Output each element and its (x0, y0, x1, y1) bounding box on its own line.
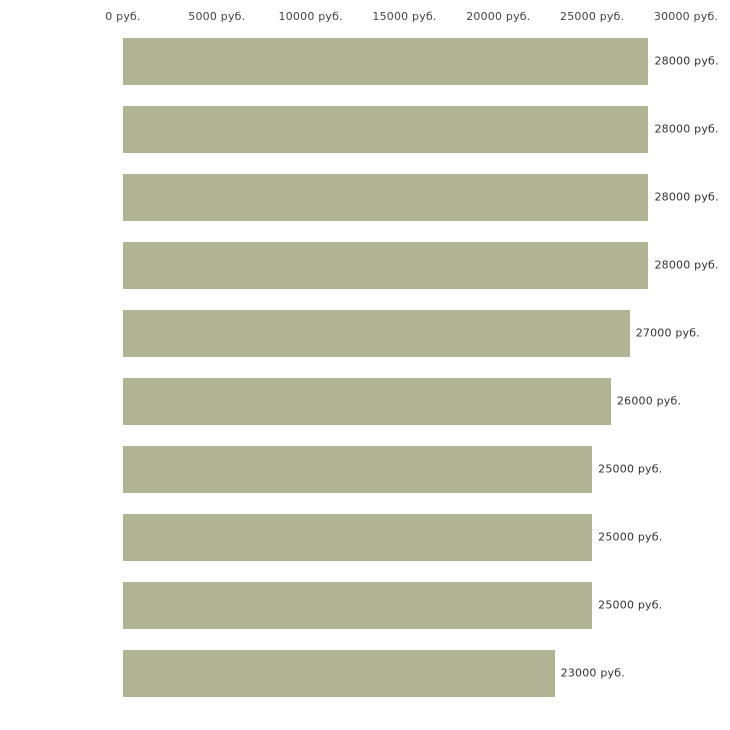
bar-value-label: 25000 руб. (598, 462, 663, 476)
chart-bar-row (0, 435, 730, 503)
chart-bar-row (0, 639, 730, 707)
bar[interactable] (123, 650, 555, 697)
bar-value-label: 25000 руб. (598, 598, 663, 612)
bar-container (123, 95, 719, 163)
x-tick-label: 25000 руб. (560, 10, 625, 23)
bar-container (123, 231, 719, 299)
chart-bar-row (0, 367, 730, 435)
bar[interactable] (123, 106, 648, 153)
bar-value-label: 25000 руб. (598, 530, 663, 544)
bar-container (123, 367, 686, 435)
bar-value-label: 28000 руб. (654, 190, 719, 204)
bar-container (123, 27, 719, 95)
bar-value-label: 27000 руб. (635, 326, 700, 340)
bar-container (123, 435, 686, 503)
x-tick-label: 0 руб. (105, 10, 141, 23)
chart-bar-row (0, 163, 730, 231)
bar-container (123, 299, 700, 367)
chart-bar-row (0, 571, 730, 639)
x-tick-label: 15000 руб. (372, 10, 437, 23)
x-tick-label: 5000 руб. (188, 10, 246, 23)
bar[interactable] (123, 514, 592, 561)
bar[interactable] (123, 242, 648, 289)
chart-bar-row (0, 503, 730, 571)
bar-value-label: 28000 руб. (654, 54, 719, 68)
bar[interactable] (123, 38, 648, 85)
bar[interactable] (123, 174, 648, 221)
bar-value-label: 26000 руб. (616, 394, 682, 408)
bar[interactable] (123, 378, 611, 425)
chart-bar-row (0, 231, 730, 299)
x-tick-label: 10000 руб. (278, 10, 343, 23)
bar[interactable] (123, 582, 592, 629)
bar-container (123, 163, 719, 231)
bar[interactable] (123, 446, 592, 493)
x-tick-label: 30000 руб. (653, 10, 719, 23)
chart-bar-row (0, 95, 730, 163)
bar[interactable] (123, 310, 630, 357)
bar-value-label: 28000 руб. (654, 122, 719, 136)
bar-container (123, 639, 686, 707)
x-tick-label: 20000 руб. (466, 10, 531, 23)
chart-bar-row (0, 299, 730, 367)
bar-value-label: 28000 руб. (654, 258, 719, 272)
chart-bar-row (0, 27, 730, 95)
bar-container (123, 571, 686, 639)
bar-value-label: 23000 руб. (560, 666, 625, 680)
bar-container (123, 503, 686, 571)
